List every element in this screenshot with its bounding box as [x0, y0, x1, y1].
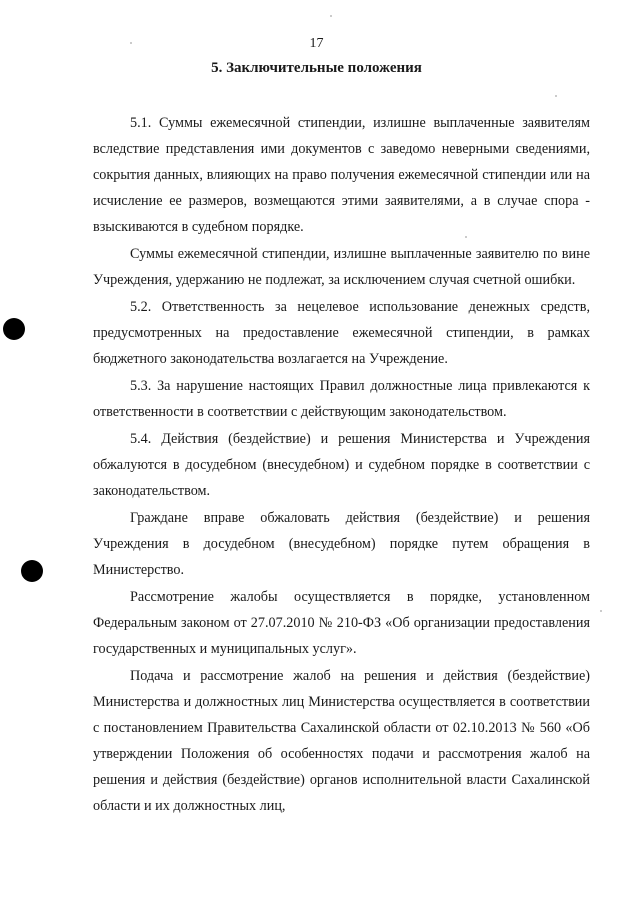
paragraph-5-4: 5.4. Действия (бездействие) и решения Министерства и Учреждения обжалуются в досудебном (внесудебном) и судебном порядке в соответствии с законодательством. [93, 431, 590, 499]
paragraph-overpayment-by-institution: Суммы ежемесячной стипендии, излишне выплаченные заявителю по вине Учреждения, удержанию не подлежат, за исключением случая счетной ошибки. [93, 246, 590, 288]
punch-hole [3, 318, 25, 340]
paragraph-5-2: 5.2. Ответственность за нецелевое использование денежных средств, предусмотренных на предоставление ежемесячной стипендии, в рамках бюджетного законодательства возлагается на Учреждение. [93, 299, 590, 367]
punch-hole [21, 560, 43, 582]
paragraph-complaint-review: Рассмотрение жалобы осуществляется в порядке, установленном Федеральным законом от 27.07.2010 № 210-ФЗ «Об организации предоставления государственных и муниципальных услуг». [93, 589, 590, 657]
paragraph-5-1: 5.1. Суммы ежемесячной стипендии, излишне выплаченные заявителям вследствие представления ими документов с заведомо неверными сведениями, сокрытия данных, влияющих на право получения ежемесячной стипендии или на исчисление ее размеров, возмещаются этими заявителями, а в случае спора - взыскиваются в судебном порядке. [93, 115, 590, 235]
scan-speck [600, 610, 602, 612]
paragraph-citizens-appeal: Граждане вправе обжаловать действия (бездействие) и решения Учреждения в досудебном (внесудебном) порядке путем обращения в Министерство. [93, 510, 590, 578]
paragraph-complaint-filing: Подача и рассмотрение жалоб на решения и действия (бездействие) Министерства и должностных лиц Министерства осуществляется в соответствии с постановлением Правительства Сахалинской области от 02.10.2013 № 560 «Об утверждении Положения об особенностях подачи и рассмотрения жалоб на решения и действия (бездействие) органов исполнительной власти Сахалинской области и их должностных лиц, [93, 668, 590, 814]
page-number: 17 [309, 36, 324, 51]
scan-speck [330, 15, 332, 17]
document-body [93, 110, 590, 820]
paragraph-5-3: 5.3. За нарушение настоящих Правил должностные лица привлекаются к ответственности в соответствии с действующим законодательством. [93, 378, 590, 420]
scan-speck [555, 95, 557, 97]
section-title: 5. Заключительные положения [211, 60, 422, 76]
